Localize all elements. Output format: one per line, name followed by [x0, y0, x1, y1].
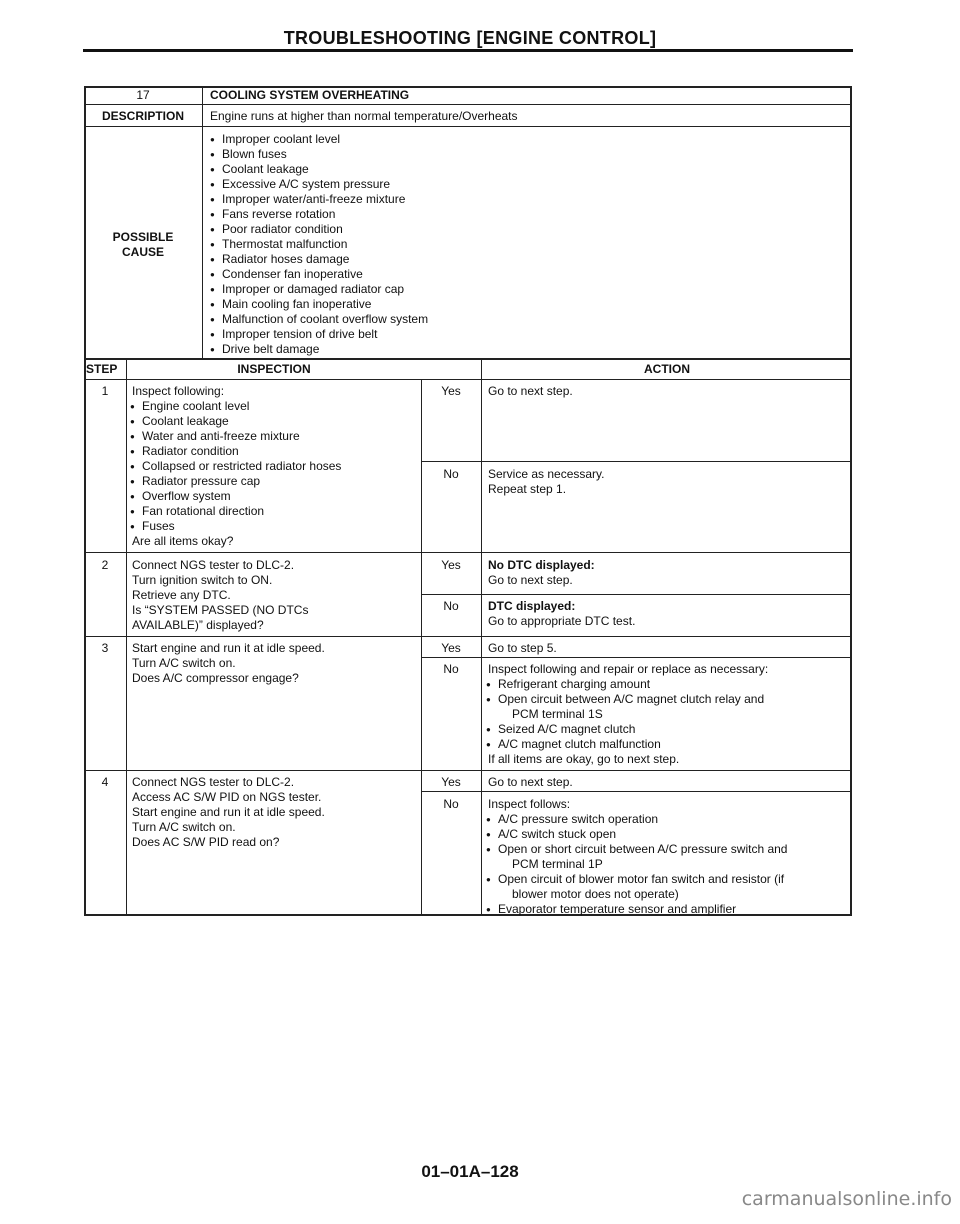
no-label: No [443, 797, 459, 811]
yes-label: Yes [441, 384, 461, 398]
inspection-text: Is “SYSTEM PASSED (NO DTCs [132, 603, 309, 617]
list-item-continued: PCM terminal 1S [512, 707, 603, 721]
action-heading: No DTC displayed: [488, 558, 595, 572]
description-text: Engine runs at higher than normal temperature/Overheats [210, 109, 518, 123]
list-item: ● Radiator condition [128, 444, 341, 459]
inspection-text: Start engine and run it at idle speed. [132, 805, 325, 819]
list-item: ● Open circuit of blower motor fan switch and resistor (if [484, 872, 787, 887]
description-label: DESCRIPTION [101, 109, 184, 123]
list-item: ● Poor radiator condition [208, 222, 428, 237]
action-text: Go to next step. [488, 384, 573, 398]
no-label: No [443, 599, 459, 613]
list-item: ● Water and anti-freeze mixture [128, 429, 341, 444]
action-text: If all items are okay, go to next step. [488, 752, 680, 766]
inspection-list [128, 399, 341, 534]
list-item: ● Condenser fan inoperative [208, 267, 428, 282]
list-item-continued: PCM terminal 1P [512, 857, 603, 871]
list-item: ● Radiator hoses damage [208, 252, 428, 267]
list-item: ● Refrigerant charging amount [484, 677, 764, 692]
step-number: 1 [101, 384, 109, 398]
list-item: ● Collapsed or restricted radiator hoses [128, 459, 341, 474]
action-intro: Inspect follows: [488, 797, 571, 811]
action-text: Go to appropriate DTC test. [488, 614, 636, 628]
list-item: ● Coolant leakage [128, 414, 341, 429]
list-item: ● Radiator pressure cap [128, 474, 341, 489]
yes-label: Yes [441, 558, 461, 572]
list-item: ● A/C switch stuck open [484, 827, 787, 842]
inspection-text: Does AC S/W PID read on? [132, 835, 280, 849]
list-item: ● Improper tension of drive belt [208, 327, 428, 342]
step-column-divider [126, 358, 127, 916]
list-item: ● A/C pressure switch operation [484, 812, 787, 827]
yes-no-divider [421, 594, 852, 595]
column-header-inspection: INSPECTION [237, 362, 311, 376]
list-item: ● Open or short circuit between A/C pressure switch and [484, 842, 787, 857]
list-item: ● Improper coolant level [208, 132, 428, 147]
yes-label: Yes [441, 775, 461, 789]
row-divider [84, 104, 852, 105]
list-item-continued: blower motor does not operate) [512, 887, 679, 901]
inspection-text: Does A/C compressor engage? [132, 671, 299, 685]
inspection-text: Access AC S/W PID on NGS tester. [132, 790, 322, 804]
inspection-text: AVAILABLE)” displayed? [132, 618, 264, 632]
symptom-name: COOLING SYSTEM OVERHEATING [210, 88, 410, 102]
action-text: Repeat step 1. [488, 482, 567, 496]
page-title: TROUBLESHOOTING [ENGINE CONTROL] [283, 28, 657, 48]
possible-cause-list [208, 132, 428, 357]
action-intro: Inspect following and repair or replace as necessary: [488, 662, 769, 676]
action-list [484, 677, 764, 752]
row-divider [84, 636, 852, 637]
yes-no-divider [421, 461, 852, 462]
action-text: Go to next step. [488, 573, 573, 587]
page-number: 01–01A–128 [421, 1162, 519, 1181]
list-item: ● Main cooling fan inoperative [208, 297, 428, 312]
list-item: ● Evaporator temperature sensor and amplifier [484, 902, 787, 917]
action-text: Go to step 5. [488, 641, 557, 655]
action-heading: DTC displayed: [488, 599, 576, 613]
list-item: ● Overflow system [128, 489, 341, 504]
no-label: No [443, 662, 459, 676]
inspection-text: Start engine and run it at idle speed. [132, 641, 325, 655]
row-divider [84, 770, 852, 771]
inspection-text: Connect NGS tester to DLC-2. [132, 775, 295, 789]
yes-label: Yes [441, 641, 461, 655]
title-rule [83, 49, 853, 52]
inspection-text: Retrieve any DTC. [132, 588, 231, 602]
label-column-divider [202, 86, 203, 358]
list-item: ● Seized A/C magnet clutch [484, 722, 764, 737]
inspection-intro: Inspect following: [132, 384, 225, 398]
row-divider [84, 126, 852, 127]
list-item: ● Engine coolant level [128, 399, 341, 414]
row-divider [84, 358, 852, 360]
row-divider [84, 379, 852, 380]
action-text: Service as necessary. [488, 467, 605, 481]
step-number: 4 [101, 775, 109, 789]
list-item: ● Drive belt damage [208, 342, 428, 357]
row-divider [84, 552, 852, 553]
list-item: ● Blown fuses [208, 147, 428, 162]
yes-no-divider [421, 657, 852, 658]
action-list [484, 812, 787, 917]
no-label: No [443, 467, 459, 481]
action-column-divider [481, 358, 482, 916]
symptom-number: 17 [136, 88, 150, 102]
list-item: ● Improper or damaged radiator cap [208, 282, 428, 297]
list-item: ● Improper water/anti-freeze mixture [208, 192, 428, 207]
column-header-step: STEP [86, 362, 118, 376]
list-item: ● Malfunction of coolant overflow system [208, 312, 428, 327]
step-number: 2 [101, 558, 109, 572]
list-item: ● Fans reverse rotation [208, 207, 428, 222]
list-item: ● Open circuit between A/C magnet clutch relay and [484, 692, 764, 707]
action-text: Go to next step. [488, 775, 573, 789]
watermark: carmanualsonline.info [741, 1188, 952, 1210]
list-item: ● Thermostat malfunction [208, 237, 428, 252]
list-item: ● Coolant leakage [208, 162, 428, 177]
list-item: ● Fan rotational direction [128, 504, 341, 519]
inspection-text: Turn A/C switch on. [132, 656, 236, 670]
column-header-action: ACTION [644, 362, 690, 376]
yes-no-divider [421, 791, 852, 792]
inspection-text: Turn ignition switch to ON. [132, 573, 273, 587]
possible-cause-label: POSSIBLE CAUSE [112, 230, 174, 259]
list-item: ● Excessive A/C system pressure [208, 177, 428, 192]
inspection-question: Are all items okay? [132, 534, 234, 548]
inspection-text: Turn A/C switch on. [132, 820, 236, 834]
list-item: ● A/C magnet clutch malfunction [484, 737, 764, 752]
list-item: ● Fuses [128, 519, 341, 534]
step-number: 3 [101, 641, 109, 655]
inspection-text: Connect NGS tester to DLC-2. [132, 558, 295, 572]
